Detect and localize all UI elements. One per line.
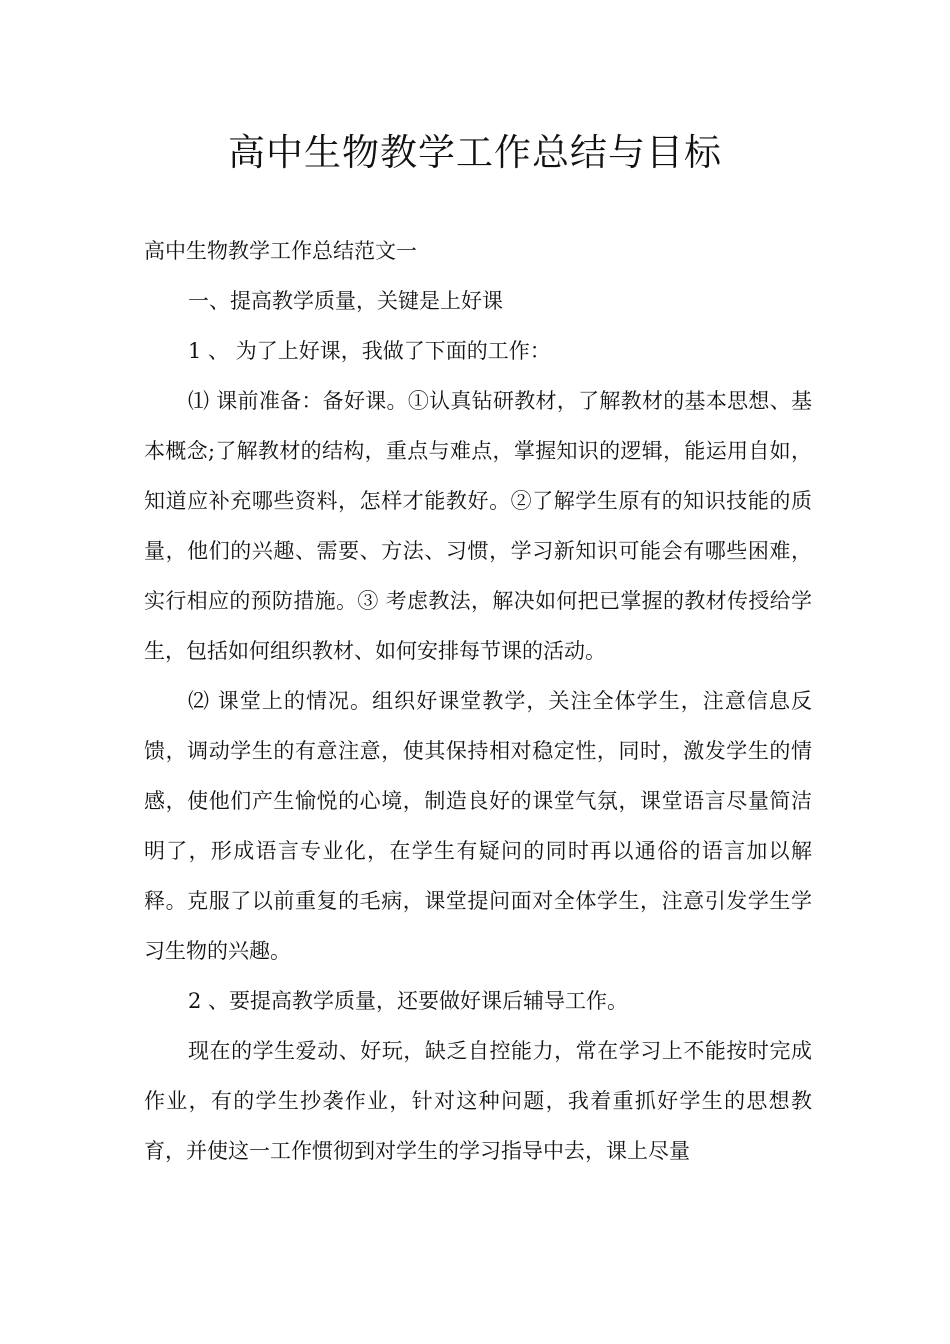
section-heading: 高中生物教学工作总结范文一 bbox=[144, 239, 417, 263]
subsection-heading: 一、提高教学质量，关键是上好课 bbox=[188, 289, 503, 313]
body-paragraph: ⑵ 课堂上的情况。组织好课堂教学，关注全体学生，注意信息反馈，调动学生的有意注意，使其保持相对稳定性，同时，激发学生的情感，使他们产生愉悦的心境，制造良好的课堂气氛，课堂语言尽量简洁明了，形成语言专业化，在学生有疑问的同时再以通俗的语言加以解释。克服了以前重复的毛病，课堂提问面对全体学生，注意引发学生学习生物的兴趣。 bbox=[144, 689, 812, 963]
list-item-heading: 2 、要提高教学质量，还要做好课后辅导工作。 bbox=[188, 989, 629, 1013]
document-body bbox=[144, 226, 812, 1176]
body-paragraph: ⑴ 课前准备：备好课。①认真钻研教材，了解教材的基本思想、基本概念;了解教材的结构，重点与难点，掌握知识的逻辑，能运用自如，知道应补充哪些资料，怎样才能教好。②了解学生原有的知识技能的质量，他们的兴趣、需要、方法、习惯，学习新知识可能会有哪些困难，实行相应的预防措施。③ 考虑教法，解决如何把已掌握的教材传授给学生，包括如何组织教材、如何安排每节课的活动。 bbox=[144, 389, 812, 663]
document-title: 高中生物教学工作总结与目标 bbox=[228, 131, 722, 174]
body-paragraph: 现在的学生爱动、好玩，缺乏自控能力，常在学习上不能按时完成作业，有的学生抄袭作业，针对这种问题，我着重抓好学生的思想教育，并使这一工作惯彻到对学生的学习指导中去，课上尽量 bbox=[144, 1039, 812, 1163]
list-item-heading: 1 、 为了上好课，我做了下面的工作： bbox=[188, 339, 551, 363]
